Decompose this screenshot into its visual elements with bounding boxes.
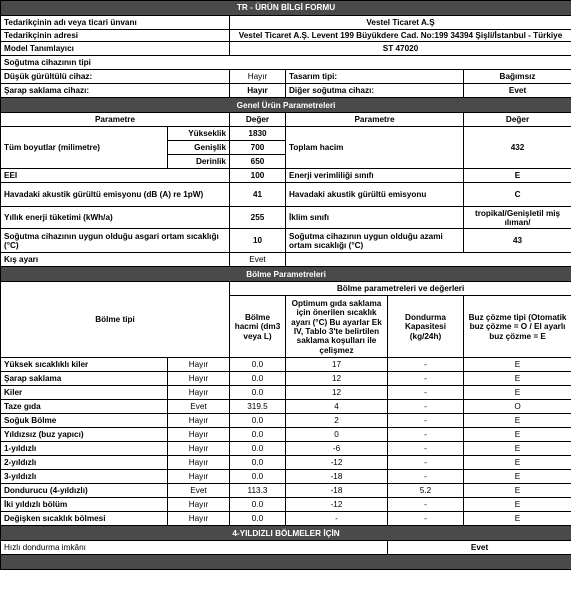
- compartment-defrost: E: [464, 414, 571, 428]
- compartment-present: Hayır: [168, 358, 230, 372]
- compartment-row: [1, 456, 571, 470]
- supplier-address-label: Tedarikçinin adresi: [1, 30, 230, 42]
- compartment-freeze: -: [388, 414, 464, 428]
- cut-off-header-row: [1, 555, 571, 570]
- compartment-volume: 0.0: [230, 442, 286, 456]
- compartment-name: 3-yıldızlı: [1, 470, 168, 484]
- compartment-row: [1, 498, 571, 512]
- winter-label: Kış ayarı: [1, 253, 230, 267]
- compartment-temp: -: [286, 512, 388, 526]
- compartment-freeze: -: [388, 386, 464, 400]
- compartment-temp: 17: [286, 358, 388, 372]
- compartment-temp: -18: [286, 470, 388, 484]
- compartment-rows: [1, 358, 571, 526]
- compartment-params-title: Bölme parametreleri ve değerleri: [230, 282, 571, 296]
- supplier-address: Vestel Ticaret A.Ş. Levent 199 Büyükdere Cad. No:199 34394 Şişli/İstanbul - Türkiye: [230, 30, 571, 42]
- appliance-type-row: [1, 56, 571, 70]
- climate-class-value: tropikal/Genişletil miş ılıman/: [464, 207, 571, 229]
- supplier-name: Vestel Ticaret A.Ş: [230, 16, 571, 30]
- width-value: 700: [230, 141, 286, 155]
- dimensions-label: Tüm boyutlar (milimetre): [1, 127, 168, 169]
- fast-freeze-value: Evet: [388, 541, 571, 555]
- supplier-name-label: Tedarikçinin adı veya ticari ünvanı: [1, 16, 230, 30]
- eei-label: EEI: [1, 169, 230, 183]
- compartment-row: [1, 484, 571, 498]
- model-label: Model Tanımlayıcı: [1, 42, 230, 56]
- compartment-row: [1, 512, 571, 526]
- noise-label: Havadaki akustik gürültü emisyonu (dB (A) re 1pW): [1, 183, 230, 207]
- compartment-row: [1, 386, 571, 400]
- compartment-freeze: -: [388, 498, 464, 512]
- compartment-volume: 0.0: [230, 470, 286, 484]
- wine-row: [1, 84, 571, 98]
- compartment-name: Taze gıda: [1, 400, 168, 414]
- fast-freeze-row: [1, 541, 571, 555]
- compartment-name: Yüksek sıcaklıklı kiler: [1, 358, 168, 372]
- compartment-volume: 0.0: [230, 358, 286, 372]
- total-volume-label: Toplam hacim: [286, 127, 464, 169]
- design-type-label: Tasarım tipi:: [286, 70, 464, 84]
- other-appliance-value: Evet: [464, 84, 571, 98]
- compartment-row: [1, 358, 571, 372]
- param-col-header-right: Parametre: [286, 113, 464, 127]
- compartment-defrost: E: [464, 428, 571, 442]
- compartment-name: Değişken sıcaklık bölmesi: [1, 512, 168, 526]
- compartment-name: Yıldızsız (buz yapıcı): [1, 428, 168, 442]
- wine-value: Hayır: [230, 84, 286, 98]
- model-value: ST 47020: [230, 42, 571, 56]
- noise-row: [1, 183, 571, 207]
- compartment-freeze: -: [388, 456, 464, 470]
- compartment-defrost: E: [464, 484, 571, 498]
- compartment-present: Hayır: [168, 512, 230, 526]
- annual-energy-value: 255: [230, 207, 286, 229]
- compartment-volume: 0.0: [230, 512, 286, 526]
- general-columns-row: [1, 113, 571, 127]
- compartment-freeze: -: [388, 428, 464, 442]
- compartment-volume: 113.3: [230, 484, 286, 498]
- low-noise-row: [1, 70, 571, 84]
- max-temp-label: Soğutma cihazının uygun olduğu azami ortam sıcaklığı (°C): [286, 229, 464, 253]
- compartment-volume: 0.0: [230, 372, 286, 386]
- compartment-temp: 12: [286, 386, 388, 400]
- low-noise-value: Hayır: [230, 70, 286, 84]
- compartment-present: Hayır: [168, 372, 230, 386]
- climate-class-label: İklim sınıfı: [286, 207, 464, 229]
- compartment-temp: -12: [286, 498, 388, 512]
- ambient-temp-row: [1, 229, 571, 253]
- cut-off-header: [1, 555, 571, 570]
- compartment-present: Hayır: [168, 456, 230, 470]
- compartment-volume: 0.0: [230, 498, 286, 512]
- compartment-row: [1, 372, 571, 386]
- total-volume-value: 432: [464, 127, 571, 169]
- value-col-header-right: Değer: [464, 113, 571, 127]
- compartment-freeze: -: [388, 358, 464, 372]
- compartment-temp: 12: [286, 372, 388, 386]
- compartment-name: 2-yıldızlı: [1, 456, 168, 470]
- compartment-present: Hayır: [168, 414, 230, 428]
- compartment-present: Evet: [168, 400, 230, 414]
- compartment-header: Bölme Parametreleri: [1, 267, 571, 282]
- compartment-name: Kiler: [1, 386, 168, 400]
- compartment-temp: 4: [286, 400, 388, 414]
- compartment-freeze: 5.2: [388, 484, 464, 498]
- compartment-name: 1-yıldızlı: [1, 442, 168, 456]
- compartment-row: [1, 428, 571, 442]
- compartment-present: Evet: [168, 484, 230, 498]
- compartment-present: Hayır: [168, 386, 230, 400]
- winter-row: [1, 253, 571, 267]
- noise-class-value: C: [464, 183, 571, 207]
- compartment-name: Dondurucu (4-yıldızlı): [1, 484, 168, 498]
- temp-col-header: Optimum gıda saklama için önerilen sıcaklık ayarı (°C) Bu ayarlar Ek IV, Tablo 3'te belirtilen saklama koşulları ile çelişmez: [286, 296, 388, 358]
- compartment-volume: 0.0: [230, 428, 286, 442]
- compartment-freeze: -: [388, 400, 464, 414]
- compartment-name: Soğuk Bölme: [1, 414, 168, 428]
- width-label: Genişlik: [168, 141, 230, 155]
- compartment-temp: -6: [286, 442, 388, 456]
- eei-value: 100: [230, 169, 286, 183]
- other-appliance-label: Diğer soğutma cihazı:: [286, 84, 464, 98]
- winter-value: Evet: [230, 253, 286, 267]
- form-title-row: [1, 1, 571, 16]
- freeze-col-header: Dondurma Kapasitesi (kg/24h): [388, 296, 464, 358]
- compartment-defrost: E: [464, 470, 571, 484]
- height-label: Yükseklik: [168, 127, 230, 141]
- compartment-temp: 2: [286, 414, 388, 428]
- four-star-header: 4-YILDIZLI BÖLMELER İÇİN: [1, 526, 571, 541]
- compartment-defrost: E: [464, 498, 571, 512]
- wine-label: Şarap saklama cihazı:: [1, 84, 230, 98]
- value-col-header: Değer: [230, 113, 286, 127]
- winter-blank: [286, 253, 571, 267]
- compartment-present: Hayır: [168, 470, 230, 484]
- compartment-defrost: E: [464, 456, 571, 470]
- compartment-volume: 0.0: [230, 386, 286, 400]
- depth-value: 650: [230, 155, 286, 169]
- compartment-temp: 0: [286, 428, 388, 442]
- height-row: [1, 127, 571, 141]
- compartment-temp: -18: [286, 484, 388, 498]
- max-temp-value: 43: [464, 229, 571, 253]
- compartment-name: İki yıldızlı bölüm: [1, 498, 168, 512]
- low-noise-label: Düşük gürültülü cihaz:: [1, 70, 230, 84]
- compartment-row: [1, 414, 571, 428]
- compartment-defrost: E: [464, 358, 571, 372]
- compartment-volume: 319.5: [230, 400, 286, 414]
- fast-freeze-label: Hızlı dondurma imkânı: [1, 541, 388, 555]
- compartment-defrost: O: [464, 400, 571, 414]
- compartment-header-row: [1, 267, 571, 282]
- compartment-defrost: E: [464, 512, 571, 526]
- compartment-freeze: -: [388, 442, 464, 456]
- annual-energy-label: Yıllık enerji tüketimi (kWh/a): [1, 207, 230, 229]
- compartment-freeze: -: [388, 372, 464, 386]
- energy-class-label: Enerji verimliliği sınıfı: [286, 169, 464, 183]
- min-temp-value: 10: [230, 229, 286, 253]
- height-value: 1830: [230, 127, 286, 141]
- min-temp-label: Soğutma cihazının uygun olduğu asgari ortam sıcaklığı (°C): [1, 229, 230, 253]
- compartment-defrost: E: [464, 372, 571, 386]
- compartment-defrost: E: [464, 442, 571, 456]
- design-type-value: Bağımsız: [464, 70, 571, 84]
- four-star-header-row: [1, 526, 571, 541]
- compartment-params-title-row: [1, 282, 571, 296]
- compartment-present: Hayır: [168, 442, 230, 456]
- compartment-type-header: Bölme tipi: [1, 282, 230, 358]
- appliance-type-label: Soğutma cihazının tipi: [1, 56, 571, 70]
- compartment-temp: -12: [286, 456, 388, 470]
- compartment-defrost: E: [464, 386, 571, 400]
- noise-class-label: Havadaki akustik gürültü emisyonu: [286, 183, 464, 207]
- noise-value: 41: [230, 183, 286, 207]
- compartment-freeze: -: [388, 512, 464, 526]
- param-col-header: Parametre: [1, 113, 230, 127]
- general-header-row: [1, 98, 571, 113]
- compartment-volume: 0.0: [230, 456, 286, 470]
- volume-col-header: Bölme hacmi (dm3 veya L): [230, 296, 286, 358]
- compartment-name: Şarap saklama: [1, 372, 168, 386]
- compartment-freeze: -: [388, 470, 464, 484]
- supplier-name-row: [1, 16, 571, 30]
- model-row: [1, 42, 571, 56]
- compartment-row: [1, 470, 571, 484]
- form-title: TR - ÜRÜN BİLGİ FORMU: [1, 1, 571, 16]
- compartment-row: [1, 400, 571, 414]
- compartment-present: Hayır: [168, 428, 230, 442]
- energy-class-value: E: [464, 169, 571, 183]
- compartment-row: [1, 442, 571, 456]
- compartment-volume: 0.0: [230, 414, 286, 428]
- defrost-col-header: Buz çözme tipi (Otomatik buz çözme = O / El ayarlı buz çözme = E: [464, 296, 571, 358]
- depth-label: Derinlik: [168, 155, 230, 169]
- general-header: Genel Ürün Parametreleri: [1, 98, 571, 113]
- supplier-address-row: [1, 30, 571, 42]
- annual-energy-row: [1, 207, 571, 229]
- compartment-present: Hayır: [168, 498, 230, 512]
- eei-row: [1, 169, 571, 183]
